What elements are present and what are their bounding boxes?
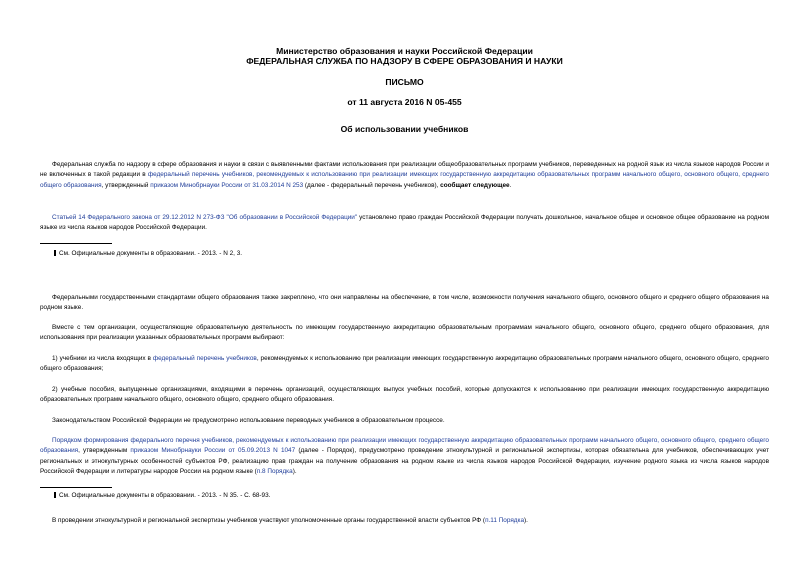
text: , утвержденным: [78, 447, 131, 455]
footnote-marker: [54, 250, 56, 256]
paragraph-procedure: [40, 436, 769, 477]
text: , рекомендуемых к использованию при реализации имеющих государственную аккредитацию образовательных программ начального общего, основного общего, среднего общего образования;: [40, 355, 769, 373]
footnote-divider-2: [40, 487, 112, 488]
paragraph-item-1: [40, 354, 769, 375]
footnote-1: [40, 249, 242, 259]
ministry-name: Министерство образования и науки Российской Федерации: [276, 46, 533, 56]
text: (далее - федеральный перечень учебников),: [303, 181, 441, 189]
text: установлено право граждан Российской Федерации получать дошкольное, начальное общее и основное общее образование на родном языке из числа языков народов Российской Федерации.: [40, 214, 769, 232]
paragraph-law: [40, 213, 769, 234]
link-procedure[interactable]: Порядком формирования федерального перечня учебников, рекомендуемых к использованию при реализации имеющих государственную аккредитацию образовательных программ начального общего, основного общего, среднего общего образования: [40, 437, 769, 455]
paragraph-expertise: [40, 516, 769, 526]
service-name: ФЕДЕРАЛЬНАЯ СЛУЖБА ПО НАДЗОРУ В СФЕРЕ ОБРАЗОВАНИЯ И НАУКИ: [246, 56, 563, 67]
footnote-marker: [54, 492, 56, 498]
link-federal-list-2[interactable]: федеральный перечень учебников: [152, 355, 257, 362]
text: Федеральная служба по надзору в сфере образования и науки в связи с выявленными фактами использования при реализации общеобразовательных программ учебников, переведенных на родной язык из числа языков народов России и не включенных в такой редакции в: [40, 161, 769, 179]
text: 1) учебники из числа входящих в: [52, 355, 153, 362]
link-p8-procedure[interactable]: п.8 Порядка: [256, 467, 293, 475]
link-p11-procedure[interactable]: п.11 Порядка: [485, 517, 525, 524]
text: В проведении этнокультурной и региональной экспертизы учебников участвуют уполномоченные органы государственной власти субъектов РФ (: [52, 517, 486, 524]
footnote-text: См. Официальные документы в образовании. - 2013. - N 35. - С. 68-93.: [59, 492, 271, 499]
paragraph-organizations: Вместе с тем организации, осуществляющие образовательную деятельность по имеющим государственную аккредитацию образовательным программам начального общего, основного общего, среднего общего образования, для использования при реализации указанных образовательных программ выбирают:: [40, 324, 769, 342]
text: ).: [292, 467, 297, 475]
link-order-1047[interactable]: приказом Минобрнауки России от 05.09.2013 N 1047: [130, 447, 296, 455]
paragraph-legislation: Законодательством Российской Федерации не предусмотрено использование переводных учебников в образовательном процессе.: [52, 417, 445, 424]
paragraph-intro: [40, 160, 769, 191]
doc-subject: Об использовании учебников: [340, 123, 469, 134]
text: ).: [524, 517, 528, 524]
text: .: [509, 181, 512, 189]
doc-type: ПИСЬМО: [385, 76, 424, 87]
paragraph-item-2: 2) учебные пособия, выпущенные организациями, входящими в перечень организаций, осуществляющих выпуск учебных пособий, которые допускаются к использованию при реализации имеющих государственную аккредитацию образовательных программ начального общего, основного общего, среднего общего образования.: [40, 386, 769, 404]
link-law-273[interactable]: Статьей 14 Федерального закона от 29.12.2012 N 273-ФЗ "Об образовании в Российской Федерации": [52, 214, 358, 221]
paragraph-standards: Федеральными государственными стандартами общего образования также закреплено, что они направлены на обеспечение, в том числе, возможности получения начального общего, основного общего и среднего общего образования на родном языке.: [40, 294, 769, 312]
doc-date-number: от 11 августа 2016 N 05-455: [347, 97, 462, 108]
link-order-253[interactable]: приказом Минобрнауки России от 31.03.2014 N 253: [150, 181, 304, 189]
bold-text: сообщает следующее: [440, 181, 510, 189]
header-block: [40, 46, 769, 134]
text: , утвержденный: [101, 181, 151, 189]
footnote-divider: [40, 243, 112, 244]
text: (далее - Порядок), предусмотрено проведение этнокультурной и региональной экспертизы, которая обязательна для учебников, обеспечивающих учет региональных и этнокультурных особенностей субъектов РФ, реализацию прав граждан на получение образования на родном языке из числа языков народов Российской Федерации, изучение родного языка из числа языков народов Российской Федерации и литературы народов России на родном языке (: [40, 447, 769, 475]
footnote-2: [40, 491, 270, 501]
link-federal-list[interactable]: федеральный перечень учебников, рекомендуемых к использованию при реализации имеющих государственную аккредитацию образовательных программ начального общего, основного общего, среднего общего образования: [40, 171, 769, 189]
footnote-text: См. Официальные документы в образовании. - 2013. - N 2, 3.: [59, 250, 243, 257]
